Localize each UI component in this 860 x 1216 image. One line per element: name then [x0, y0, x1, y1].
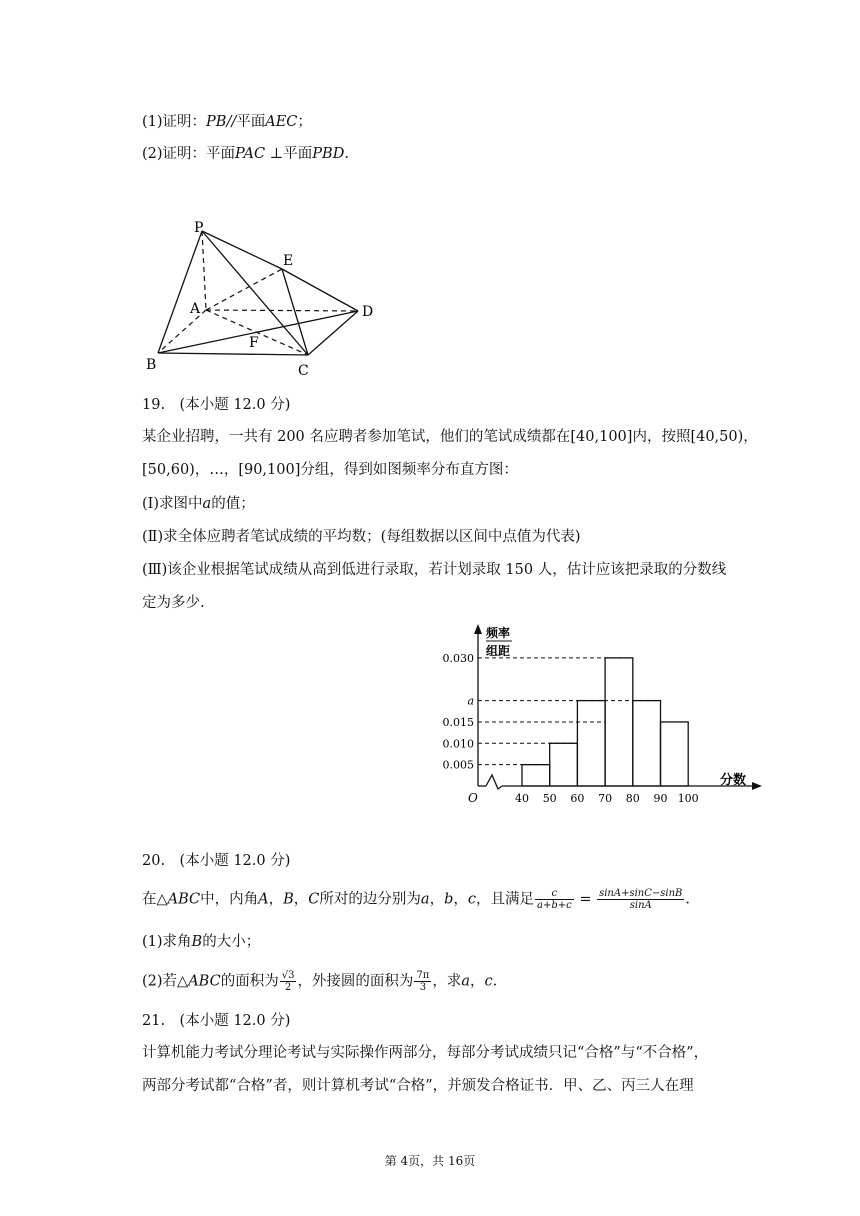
q19-header: 19. (本小题 12.0 分) — [142, 397, 291, 413]
edge-AE — [206, 269, 282, 310]
histogram-bar — [577, 701, 605, 786]
x-tick-label: 50 — [542, 792, 557, 805]
label-B: B — [146, 357, 157, 373]
histogram-bar — [633, 701, 661, 786]
y-tick-label: 0.005 — [442, 758, 474, 772]
x-tick-label: 80 — [625, 792, 640, 805]
histogram-bar — [550, 743, 578, 786]
x-axis-arrow — [752, 782, 762, 790]
pyramid-diagram — [140, 215, 390, 380]
y-tick-label: 0.010 — [442, 737, 474, 751]
y-axis-arrow — [474, 624, 482, 634]
q19-line2: [50,60)，…，[90,100]分组，得到如图频率分布直方图： — [142, 462, 518, 478]
q20-part2: (2)若△ABC的面积为 $\frac{√3}{2}$ ，外接圆的面积为 $\frac{7\pi}{3}$ ，求a，c. — [142, 970, 498, 993]
q21-header: 21. (本小题 12.0 分) — [142, 1013, 291, 1029]
origin-label: O — [468, 791, 478, 805]
label-C: C — [298, 363, 309, 379]
label-A: A — [190, 301, 201, 317]
fraction-circle-area: $\frac{7\pi}{3}$ — [416, 970, 430, 993]
fraction-area: $\frac{√3}{2}$ — [281, 970, 295, 993]
x-axis-break — [486, 775, 502, 789]
label-E: E — [283, 253, 294, 269]
q20-part1: (1)求角B的大小； — [142, 934, 261, 950]
q21-line2: 两部分考试都“合格”者，则计算机考试“合格”，并颁发合格证书．甲、乙、丙三人在理 — [142, 1078, 694, 1094]
fraction-sines: $\frac{\sin A+\sin C-\sin B}{\sin A}$ — [599, 888, 683, 911]
fraction-c-over-sum: $\frac{c}{a+b+c}$ — [536, 888, 572, 911]
ylabel-top: 频率 — [486, 626, 511, 640]
q19-part1: (Ⅰ)求图中a的值； — [142, 496, 255, 512]
x-tick-label: 40 — [515, 792, 529, 805]
q21-line1: 计算机能力考试分理论考试与实际操作两部分，每部分考试成绩只记“合格”与“不合格”， — [142, 1045, 709, 1061]
q19-part2: (Ⅱ)求全体应聘者笔试成绩的平均数；(每组数据以区间中点值为代表) — [142, 529, 581, 545]
q18-part1: (1)证明：PB//平面AEC； — [142, 114, 312, 130]
q20-header: 20. (本小题 12.0 分) — [142, 853, 291, 869]
page-footer: 第 4页，共 16页 — [384, 1154, 476, 1168]
edge-PB — [158, 231, 202, 353]
edge-BC — [158, 353, 308, 355]
label-D: D — [362, 304, 374, 320]
frequency-histogram — [430, 618, 770, 818]
x-tick-label: 60 — [570, 792, 585, 805]
ylabel-bottom: 组距 — [486, 644, 511, 658]
q19-line1: 某企业招聘，一共有 200 名应聘者参加笔试，他们的笔试成绩都在[40,100]内，按照[40,50)， — [142, 429, 758, 445]
label-P: P — [194, 220, 204, 236]
label-F: F — [249, 335, 259, 351]
edge-PE — [202, 231, 282, 269]
x-tick-label: 90 — [653, 792, 668, 805]
edge-PA — [202, 231, 206, 310]
q18-part2: (2)证明：平面PAC ⊥平面PBD. — [142, 146, 349, 162]
q19-part3-line2: 定为多少. — [142, 595, 205, 611]
histogram-bar — [605, 658, 633, 786]
y-tick-label: a — [467, 694, 474, 708]
edge-AD — [206, 310, 358, 311]
xlabel: 分数 — [720, 773, 747, 788]
y-tick-label: 0.015 — [442, 715, 474, 729]
x-tick-label: 100 — [677, 792, 699, 805]
q20-statement: 在△ABC中，内角A，B，C所对的边分别为a，b，c，且满足 $\frac{c}{a+b+c}$ = $\frac{\sin A+\sin C-\sin B}{\sin A}$ . — [142, 888, 690, 911]
histogram-bar — [661, 722, 689, 786]
x-tick-label: 70 — [598, 792, 613, 805]
y-tick-label: 0.030 — [442, 651, 474, 665]
histogram-bar — [522, 765, 550, 786]
q19-part3-line1: (Ⅲ)该企业根据笔试成绩从高到低进行录取，若计划录取 150 人，估计应该把录取的分数线 — [142, 562, 727, 578]
edge-CD — [308, 311, 358, 355]
